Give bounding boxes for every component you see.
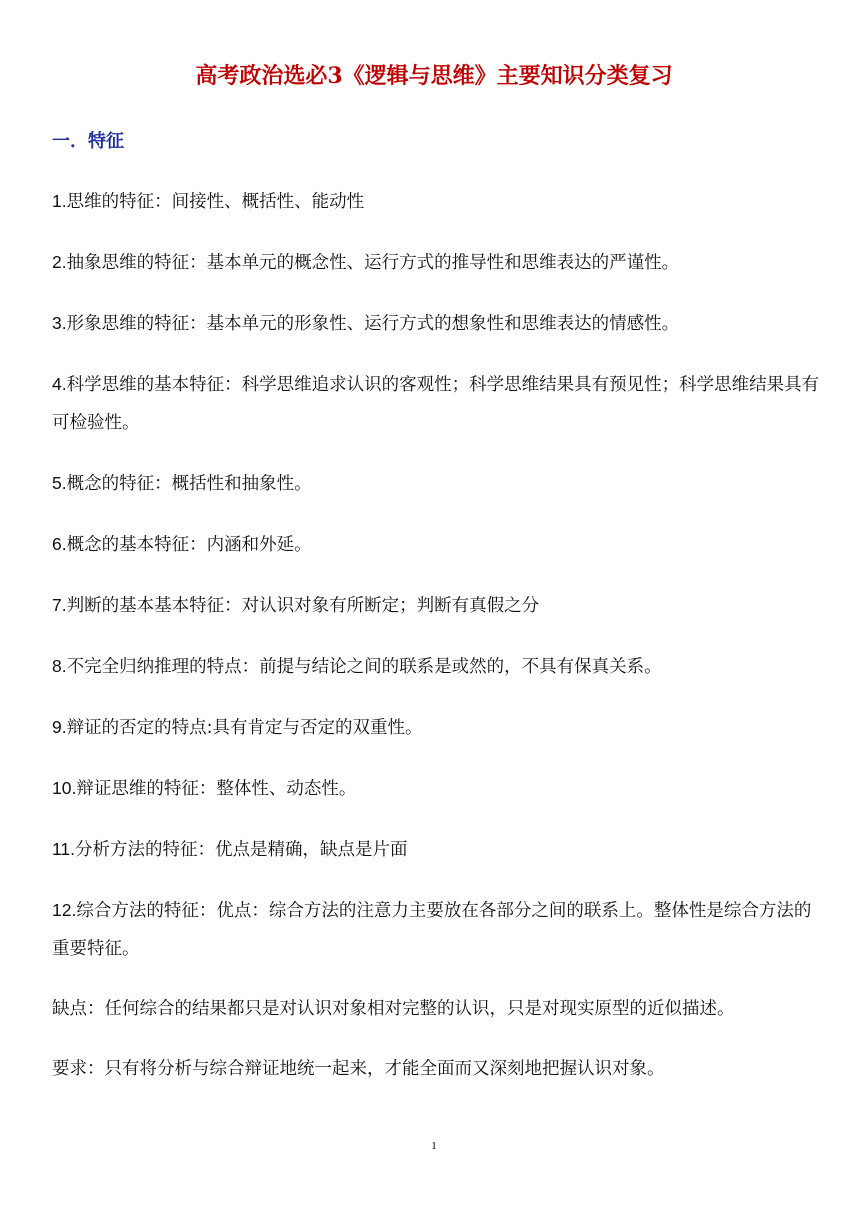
- item-text: 形象思维的特征：基本单元的形象性、运行方式的想象性和思维表达的情感性。: [66, 314, 680, 334]
- paragraph-drawbacks: 缺点：任何综合的结果都只是对认识对象相对完整的认识，只是对现实原型的近似描述。: [52, 999, 735, 1019]
- paragraph-requirements: 要求：只有将分析与综合辩证地统一起来，才能全面而又深刻地把握认识对象。: [52, 1059, 665, 1079]
- item-text: 概念的特征：概括性和抽象性。: [66, 474, 312, 494]
- item-text: 思维的特征：间接性、概括性、能动性: [66, 192, 365, 212]
- item-text: 判断的基本基本特征：对认识对象有所断定；判断有真假之分: [66, 596, 540, 616]
- page-title: 高考政治选必3《逻辑与思维》主要知识分类复习: [195, 63, 673, 89]
- item-number: 12.: [52, 900, 77, 920]
- item-number: 11.: [52, 839, 76, 859]
- list-item: [52, 304, 822, 343]
- item-text: 不完全归纳推理的特点：前提与结论之间的联系是或然的，不具有保真关系。: [66, 657, 662, 677]
- item-number: 3.: [52, 313, 67, 333]
- item-text: 科学思维的基本特征：科学思维追求认识的客观性；科学思维结果具有预见性；科学思维结果具有可检验性。: [52, 375, 820, 433]
- list-item: [52, 464, 822, 503]
- item-text: 辩证思维的特征：整体性、动态性。: [76, 779, 357, 799]
- item-text: 概念的基本特征：内涵和外延。: [66, 535, 312, 555]
- item-text: 分析方法的特征：优点是精确，缺点是片面: [75, 840, 408, 860]
- list-item: [52, 243, 822, 282]
- item-number: 10.: [52, 778, 77, 798]
- list-item: [52, 586, 822, 625]
- page-number: 1: [431, 1140, 437, 1152]
- item-number: 1.: [52, 191, 67, 211]
- list-item: [52, 708, 822, 747]
- item-number: 5.: [52, 473, 67, 493]
- item-number: 2.: [52, 252, 67, 272]
- list-item: [52, 891, 822, 968]
- list-item: [52, 647, 822, 686]
- item-text: 综合方法的特征：优点：综合方法的注意力主要放在各部分之间的联系上。整体性是综合方法的重要特征。: [52, 901, 812, 959]
- list-item: [52, 525, 822, 564]
- list-item: [52, 365, 822, 442]
- list-item: [52, 769, 822, 808]
- item-text: 辩证的否定的特点:具有肯定与否定的双重性。: [66, 718, 423, 738]
- list-item: [52, 830, 822, 869]
- item-number: 4.: [52, 374, 67, 394]
- item-number: 6.: [52, 534, 67, 554]
- document-body: [52, 182, 822, 1110]
- item-number: 7.: [52, 595, 67, 615]
- section-heading: 一．特征: [52, 131, 124, 152]
- item-number: 9.: [52, 717, 67, 737]
- item-number: 8.: [52, 656, 67, 676]
- list-item: [52, 182, 822, 221]
- item-text: 抽象思维的特征：基本单元的概念性、运行方式的推导性和思维表达的严谨性。: [66, 253, 680, 273]
